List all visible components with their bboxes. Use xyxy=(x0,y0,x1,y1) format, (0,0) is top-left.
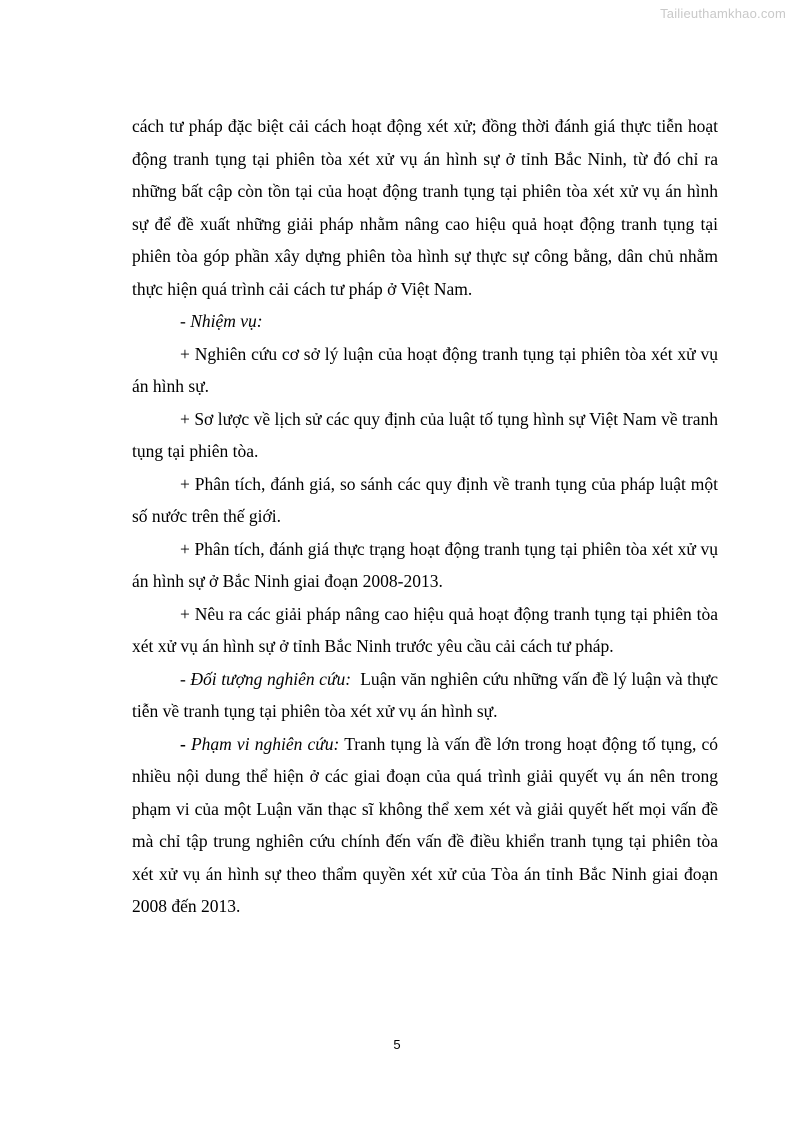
tasks-heading xyxy=(132,305,718,338)
page-body xyxy=(132,110,718,923)
task-item: + Phân tích, đánh giá thực trạng hoạt động tranh tụng tại phiên tòa xét xử vụ án hình sự ở Bắc Ninh giai đoạn 2008-2013. xyxy=(132,538,718,591)
scope-paragraph xyxy=(132,728,718,923)
task-item: + Nêu ra các giải pháp nâng cao hiệu quả hoạt động tranh tụng tại phiên tòa xét xử vụ án hình sự ở tỉnh Bắc Ninh trước yêu cầu cải cách tư pháp. xyxy=(132,603,718,656)
subject-text: Luận văn nghiên cứu những vấn đề lý luận và thực tiễn về tranh tụng tại phiên tòa xét xử vụ án hình sự. xyxy=(132,668,719,721)
scope-dash: - xyxy=(180,733,186,754)
subject-paragraph xyxy=(132,663,718,728)
subject-label: - Đối tượng nghiên cứu: xyxy=(180,668,352,689)
task-item: + Phân tích, đánh giá, so sánh các quy định về tranh tụng của pháp luật một số nước trên thế giới. xyxy=(132,473,718,526)
intro-paragraph: cách tư pháp đặc biệt cải cách hoạt động xét xử; đồng thời đánh giá thực tiễn hoạt động tranh tụng tại phiên tòa xét xử vụ án hình sự ở tỉnh Bắc Ninh, từ đó chỉ ra những bất cập còn tồn tại của hoạt động tranh tụng tại phiên tòa xét xử vụ án hình sự để đề xuất những giải pháp nhằm nâng cao hiệu quả hoạt động tranh tụng tại phiên tòa góp phần xây dựng phiên tòa hình sự thực sự công bằng, dân chủ nhằm thực hiện quá trình cải cách tư pháp ở Việt Nam. xyxy=(132,116,718,299)
watermark: Tailieuthamkhao.com xyxy=(660,6,786,21)
task-item: + Nghiên cứu cơ sở lý luận của hoạt động tranh tụng tại phiên tòa xét xử vụ án hình sự. xyxy=(132,343,718,396)
page-number: 5 xyxy=(393,1037,401,1052)
scope-text: Tranh tụng là vấn đề lớn trong hoạt động tố tụng, có nhiều nội dung thể hiện ở các giai đoạn của quá trình giải quyết vụ án nên trong phạm vi của một Luận văn thạc sĩ không thể xem xét và giải quyết hết mọi vấn đề mà chỉ tập trung nghiên cứu chính đến vấn đề điều khiển tranh tụng tại phiên tòa xét xử vụ án hình sự theo thẩm quyền xét xử của Tòa án tỉnh Bắc Ninh giai đoạn 2008 đến 2013. xyxy=(132,733,718,916)
scope-label: Phạm vi nghiên cứu: xyxy=(190,733,340,754)
tasks-heading-label: - Nhiệm vụ: xyxy=(180,311,263,331)
task-item: + Sơ lược về lịch sử các quy định của luật tố tụng hình sự Việt Nam về tranh tụng tại phiên tòa. xyxy=(132,408,718,461)
